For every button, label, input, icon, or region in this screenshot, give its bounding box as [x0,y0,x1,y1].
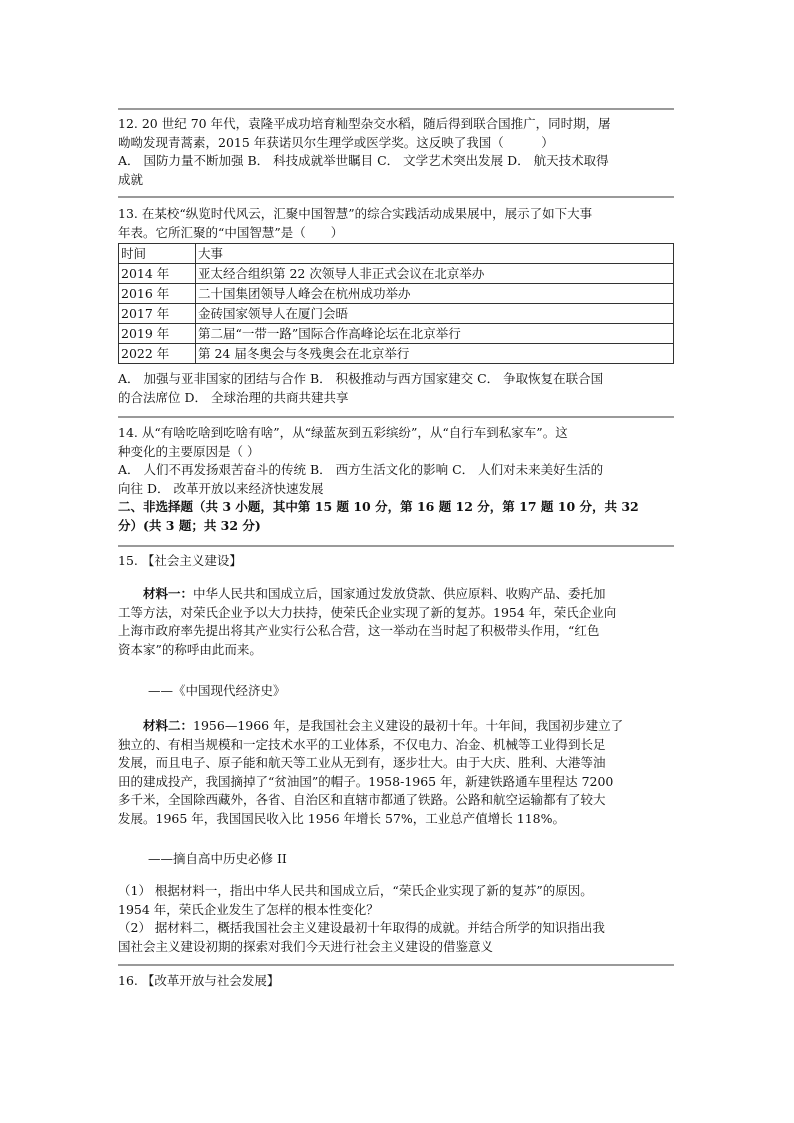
material-one-source-block [118,682,676,701]
material-one-line [118,585,676,604]
table-cell-year: 2016 年 [119,284,196,304]
sub-question-2-cont: 国社会主义建设初期的探索对我们今天进行社会主义建设的借鉴意义 [118,938,494,954]
material-two-line: 发展，而且电子、原子能和航天等工业从无到有，逐步壮大。由于大庆、胜利、大港等油 [118,755,606,770]
question-13-options-cont: 的合法席位 D． 全球治理的共商共建共享 [118,389,349,405]
material-two-source-block [118,850,676,869]
material-two-line: 多千米，全国除西藏外，各省、自治区和直辖市都通了铁路。公路和航空运输都有了较大 [118,792,606,807]
material-two-text: 1956—1966 年，是我国社会主义建设的最初十年。十年间，我国初步建立了 [193,718,624,733]
question-14-options: A． 人们不再发扬艰苦奋斗的传统 B． 西方生活文化的影响 C． 人们对未来美好生活的 [118,462,604,477]
question-12-stem: 12. 20 世纪 70 年代，袁隆平成功培育籼型杂交水稻，随后得到联合国推广，同时期，屠 [118,116,611,131]
question-15-title-block [118,552,676,571]
question-13-options: A． 加强与亚非国家的团结与合作 B． 积极推动与西方国家建交 C． 争取恢复在联合国 [118,371,604,386]
material-one-label: 材料一： [143,586,194,601]
sub-questions [118,882,676,956]
sub-question-1: （1） 根据材料一，指出中华人民共和国成立后，“荣氏企业实现了新的复苏”的原因。 [118,883,593,898]
question-15-title: 15. 【社会主义建设】 [118,553,242,568]
material-one-source: ——《中国现代经济史》 [148,683,286,698]
material-two-source: ——摘自高中历史必修 II [148,851,287,866]
question-13-stem-cont: 年表。它所汇聚的“中国智慧”是（ ） [118,224,344,240]
material-one [118,585,676,659]
material-two-label: 材料二： [143,718,194,733]
question-14-options-cont: 向往 D． 改革开放以来经济快速发展 [118,480,324,496]
table-header-event: 大事 [196,244,674,264]
divider [118,108,674,110]
table-row [119,304,674,324]
divider [118,416,674,418]
question-14 [118,424,676,535]
divider [118,196,674,198]
table-row [119,324,674,344]
table-cell-year: 2017 年 [119,304,196,324]
table-row [119,264,674,284]
material-one-line: 工等方法，对荣氏企业予以大力扶持，使荣氏企业实现了新的复苏。1954 年，荣氏企业向 [118,604,617,620]
divider [118,964,674,966]
table-cell-event: 金砖国家领导人在厦门会晤 [196,304,674,324]
question-13-options-block [118,370,676,407]
material-two [118,717,676,828]
material-one-text: 中华人民共和国成立后，国家通过发放贷款、供应原料、收购产品、委托加 [193,586,606,601]
table-row [119,344,674,364]
divider [118,545,674,547]
table-row [119,284,674,304]
question-14-stem: 14. 从“有啥吃啥到吃啥有啥”，从“绿蓝灰到五彩缤纷”，从“自行车到私家车”。这 [118,425,568,440]
question-12-options: A． 国防力量不断加强 B． 科技成就举世瞩目 C． 文学艺术突出发展 D． 航天技术取得 [118,153,609,168]
sub-question-1-cont: 1954 年，荣氏企业发生了怎样的根本性变化？ [118,901,379,917]
table-cell-event: 第 24 届冬奥会与冬残奥会在北京举行 [196,344,674,364]
table-cell-event: 二十国集团领导人峰会在杭州成功举办 [196,284,674,304]
question-12-options-cont: 成就 [118,171,144,187]
material-one-line: 资本家”的称呼由此而来。 [118,641,262,657]
material-two-line: 发展。1965 年，我国国民收入比 1956 年增长 57%，工业总产值增长 118%。 [118,810,566,826]
table-cell-year: 2019 年 [119,324,196,344]
question-13-stem: 13. 在某校“纵览时代风云，汇聚中国智慧”的综合实践活动成果展中，展示了如下大事 [118,206,593,221]
question-16-title: 16. 【改革开放与社会发展】 [118,973,280,988]
table-cell-event: 亚太经合组织第 22 次领导人非正式会议在北京举办 [196,264,674,284]
material-one-line: 上海市政府率先提出将其产业实行公私合营，这一举动在当时起了积极带头作用，“红色 [118,623,600,638]
question-13 [118,205,676,242]
section-heading: 二、非选择题（共 3 小题，其中第 15 题 10 分，第 16 题 12 分，第 17 题 10 分，共 32 [118,499,639,514]
table-cell-year: 2014 年 [119,264,196,284]
question-12-stem-cont: 呦呦发现青蒿素，2015 年获诺贝尔生理学或医学奖。这反映了我国（ ） [118,134,554,150]
table-cell-event: 第二届“一带一路”国际合作高峰论坛在北京举行 [196,324,674,344]
material-two-line [118,717,676,736]
material-two-line: 独立的、有相当规模和一定技术水平的工业体系，不仅电力、冶金、机械等工业得到长足 [118,736,606,752]
table-header-time: 时间 [119,244,196,264]
question-14-stem-cont: 种变化的主要原因是（ ） [118,443,260,459]
question-12 [118,115,676,189]
sub-question-2: （2） 据材料二，概括我国社会主义建设最初十年取得的成就。并结合所学的知识指出我 [118,920,605,935]
events-table [118,243,674,364]
question-16-title-block [118,972,676,991]
table-header-row [119,244,674,264]
section-heading-cont: 分）(共 3 题；共 32 分) [118,517,261,533]
material-two-line: 田的建成投产，我国摘掉了“贫油国”的帽子。1958-1965 年，新建铁路通车里程达 7200 [118,773,614,789]
table-cell-year: 2022 年 [119,344,196,364]
